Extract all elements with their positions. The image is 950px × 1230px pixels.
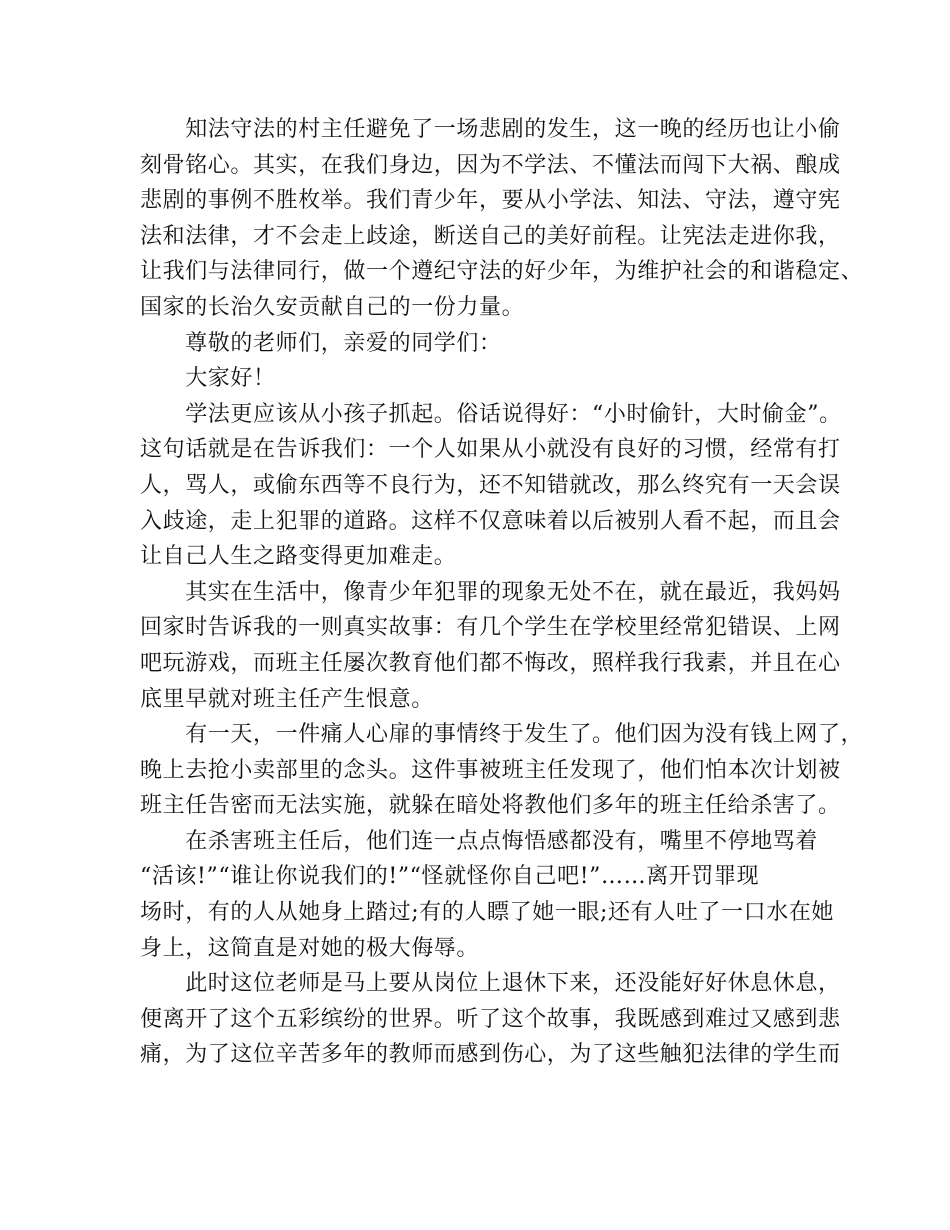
text-line: 身上，这简直是对她的极大侮辱。	[140, 935, 480, 961]
text-line: 让自己人生之路变得更加难走。	[140, 544, 457, 570]
text-line: 吧玩游戏，而班主任屡次教育他们都不悔改，照样我行我素，并且在心	[140, 650, 841, 676]
text-line: 底里早就对班主任产生恨意。	[140, 686, 434, 712]
text-line: 其实在生活中，像青少年犯罪的现象无处不在，就在最近，我妈妈	[140, 579, 841, 605]
text-line: 这句话就是在告诉我们：一个人如果从小就没有良好的习惯，经常有打	[140, 437, 841, 463]
text-line: 此时这位老师是马上要从岗位上退休下来，还没能好好休息休息，	[140, 971, 841, 997]
text-line: 悲剧的事例不胜枚举。我们青少年，要从小学法、知法、守法，遵守宪	[140, 188, 841, 214]
text-line: 刻骨铭心。其实，在我们身边，因为不学法、不懂法而闯下大祸、酿成	[140, 152, 841, 178]
text-line: 在杀害班主任后，他们连一点点悔悟感都没有，嘴里不停地骂着	[140, 828, 819, 854]
greeting-line: 尊敬的老师们，亲爱的同学们：	[140, 330, 502, 356]
text-line: 有一天，一件痛人心扉的事情终于发生了。他们因为没有钱上网了，	[140, 722, 864, 748]
text-line: 入歧途，走上犯罪的道路。这样不仅意味着以后被别人看不起，而且会	[140, 508, 841, 534]
text-line: 便离开了这个五彩缤纷的世界。听了这个故事，我既感到难过又感到悲	[140, 1006, 841, 1032]
greeting-line: 大家好！	[140, 366, 276, 392]
text-line: 学法更应该从小孩子抓起。俗话说得好：“小时偷针，大时偷金”。	[140, 401, 842, 427]
text-line: 回家时告诉我的一则真实故事：有几个学生在学校里经常犯错误、上网	[140, 615, 841, 641]
text-line: 班主任告密而无法实施，就躲在暗处将教他们多年的班主任给杀害了。	[140, 793, 841, 819]
text-line: 法和法律，才不会走上歧途，断送自己的美好前程。让宪法走进你我，	[140, 223, 841, 249]
text-line: 人，骂人，或偷东西等不良行为，还不知错就改，那么终究有一天会误	[140, 472, 841, 498]
text-line: 知法守法的村主任避免了一场悲剧的发生，这一晚的经历也让小偷	[140, 117, 841, 142]
text-line: 晚上去抢小卖部里的念头。这件事被班主任发现了，他们怕本次计划被	[140, 757, 841, 783]
text-line: 让我们与法律同行，做一个遵纪守法的好少年，为维护社会的和谐稳定、	[140, 259, 864, 285]
text-line: 场时，有的人从她身上踏过;有的人瞟了她一眼;还有人吐了一口水在她	[140, 900, 835, 926]
text-line: 痛，为了这位辛苦多年的教师而感到伤心，为了这些触犯法律的学生而	[140, 1042, 841, 1068]
text-line: 国家的长治久安贡献自己的一份力量。	[140, 294, 525, 320]
text-line: “活该!”“谁让你说我们的!”“怪就怪你自己吧!”……离开罚罪现	[140, 864, 760, 890]
body-text	[140, 112, 864, 1073]
